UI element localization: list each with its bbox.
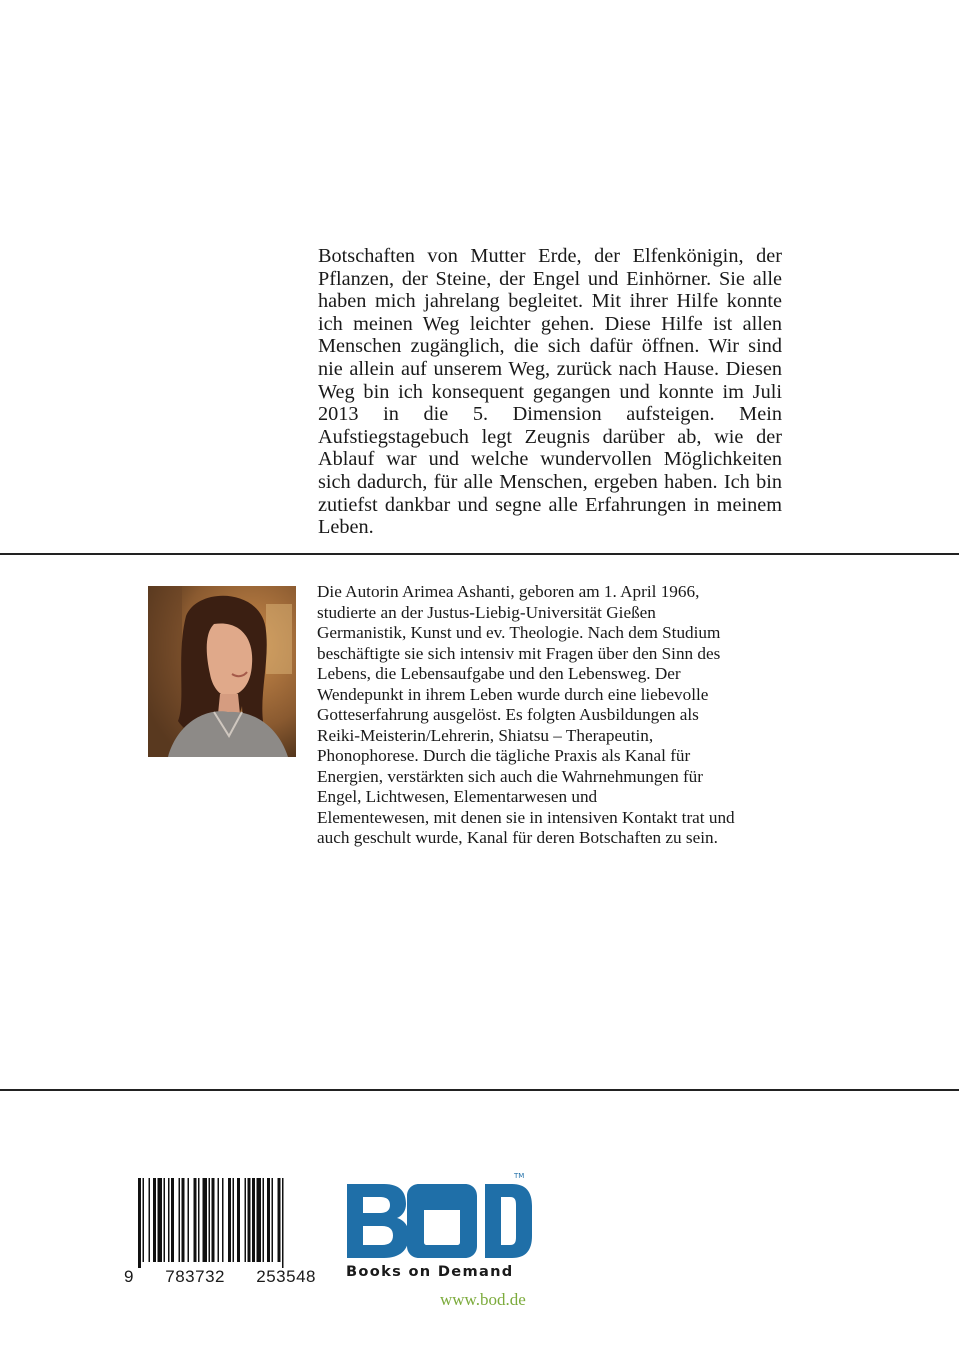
barcode-bar <box>272 1178 274 1262</box>
bio-line: Die Autorin Arimea Ashanti, geboren am 1. April 1966, <box>317 582 700 601</box>
logo-subtitle: Books on Demand <box>346 1263 514 1280</box>
bio-line: Gotteserfahrung ausgelöst. Es folgten Ausbildungen als <box>317 705 699 724</box>
barcode-bar <box>149 1178 151 1262</box>
publisher-logo <box>344 1172 534 1284</box>
barcode-bar <box>222 1178 224 1262</box>
author-bio <box>317 582 787 849</box>
bio-line: Phonophorese. Durch die tägliche Praxis als Kanal für <box>317 746 691 765</box>
barcode-bar <box>138 1178 141 1268</box>
barcode-bar <box>171 1178 174 1262</box>
barcode-bar <box>198 1178 200 1262</box>
barcode-bar <box>233 1178 235 1262</box>
barcode-bar <box>282 1178 284 1268</box>
barcode-bar <box>212 1178 215 1262</box>
barcode-bar <box>248 1178 251 1262</box>
publisher-url[interactable]: www.bod.de <box>440 1290 526 1309</box>
barcode-bar <box>164 1178 166 1262</box>
bio-line: studierte an der Justus-Liebig-Universität Gießen <box>317 602 656 622</box>
barcode-bar <box>263 1178 265 1262</box>
barcode-bar <box>209 1178 211 1262</box>
barcode-digits-lead: 9 <box>124 1267 134 1286</box>
divider-top <box>0 553 959 555</box>
barcode-bar <box>218 1178 220 1262</box>
barcode-bar <box>143 1178 145 1262</box>
back-cover-blurb: Botschaften von Mutter Erde, der Elfenkönigin, der Pflanzen, der Steine, der Engel und Einhörner. Sie alle haben mich jahrelang begleitet. Mit ihrer Hilfe konnte ich meinen Weg leichter gehen. Diese Hilfe ist allen Menschen zugänglich, die sich dafür öffnen. Wir sind nie allein auf unserem Weg, zurück nach Hause. Diesen Weg bin ich konsequent gegangen und konnte im Juli 2013 in die 5. Dimension aufsteigen. Mein Aufstiegstagebuch legt Zeugnis darüber ab, wie der Ablauf war und welche wundervollen Möglichkeiten sich dadurch, für alle Menschen, ergeben haben. Ich bin zutiefst dankbar und segne alle Erfahrungen in meinem Leben. <box>318 245 782 539</box>
bio-line: Lebens, die Lebensaufgabe und den Lebensweg. Der <box>317 664 681 683</box>
barcode-digits-right: 253548 <box>256 1267 316 1286</box>
barcode-digits-left: 783732 <box>165 1267 225 1286</box>
barcode-bar <box>245 1178 247 1262</box>
barcode-bar <box>252 1178 255 1262</box>
bio-line: Reiki-Meisterin/Lehrerin, Shiatsu – Therapeutin, <box>317 725 654 745</box>
barcode-bar <box>267 1178 270 1262</box>
barcode-bar <box>182 1178 185 1262</box>
barcode-bar <box>237 1178 240 1262</box>
barcode-bar <box>228 1178 231 1262</box>
bio-line: Energien, verstärkten sich auch die Wahrnehmungen für <box>317 766 703 786</box>
bio-line: Wendepunkt in ihrem Leben wurde durch eine liebevolle <box>317 684 709 704</box>
barcode-bar <box>203 1178 208 1262</box>
divider-bottom <box>0 1089 959 1091</box>
barcode-bar <box>257 1178 262 1262</box>
bio-line: beschäftigte sie sich intensiv mit Fragen über den Sinn des <box>317 643 721 663</box>
barcode-bar <box>168 1178 170 1262</box>
bio-line: Engel, Lichtwesen, Elementarwesen und <box>317 787 598 806</box>
trademark-mark: TM <box>514 1172 525 1180</box>
barcode-bar <box>194 1178 197 1262</box>
barcode-bars <box>124 1178 316 1268</box>
author-photo <box>148 586 296 757</box>
barcode-bar <box>278 1178 281 1262</box>
bio-line: Elementewesen, mit denen sie in intensiven Kontakt trat und <box>317 807 735 827</box>
bio-line: auch geschult wurde, Kanal für deren Botschaften zu sein. <box>317 828 718 847</box>
bio-line: Germanistik, Kunst und ev. Theologie. Nach dem Studium <box>317 623 721 642</box>
barcode-bar <box>188 1178 190 1262</box>
barcode-bar <box>158 1178 163 1262</box>
isbn-barcode <box>124 1178 316 1290</box>
barcode-bar <box>153 1178 156 1262</box>
barcode-bar <box>179 1178 181 1262</box>
